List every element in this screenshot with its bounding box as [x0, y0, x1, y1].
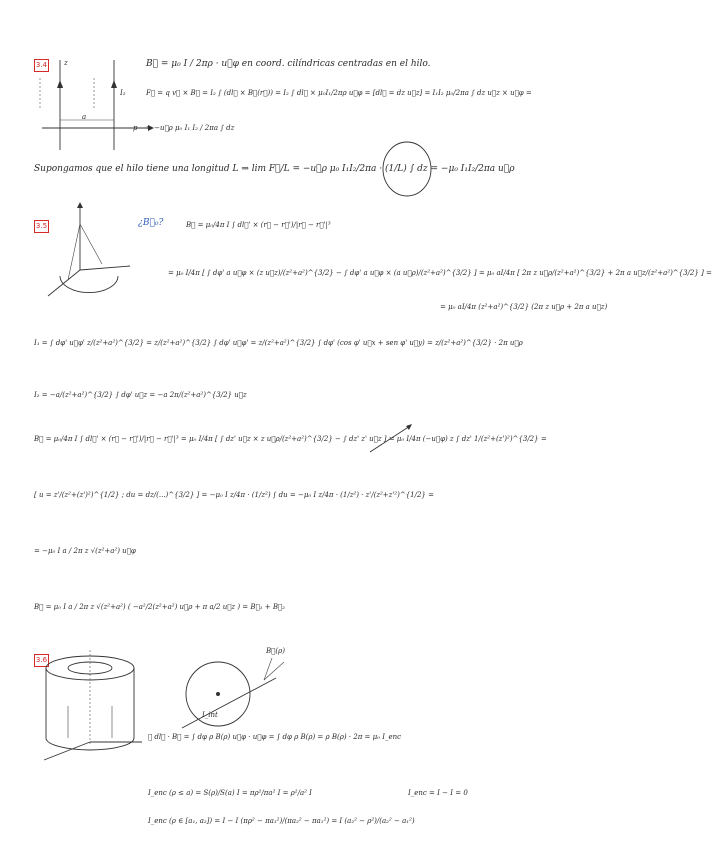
label-i1: I₁: [58, 82, 64, 90]
label-z: z: [64, 59, 68, 67]
coaxial-cylinder-diagram: [38, 646, 148, 766]
label-p: p: [133, 124, 138, 132]
wire-sketch: [360, 420, 420, 460]
eq-35-biot-savart: B⃗ = μ₀/4π I ∫ dl⃗' × (r⃗ − r⃗')/|r⃗ − r⃗'|³: [186, 221, 331, 229]
problem-tag-34: 3.4: [34, 59, 49, 72]
eq-35-substitution: = μ₀ I/4π [ ∫ dφ' a u⃗φ × (z u⃗z)/(z²+a²)^{3/2} − ∫ dφ' a u⃗φ × (a u⃗ρ)/(z²+a²)^{3/2} ] = μ₀ aI/4π [ 2π z u⃗ρ/(z²+a²)^{3/2} + 2π a u⃗z/(z²+a²)^{3/2} ] =: [168, 269, 712, 277]
ring-diagram: [40, 200, 135, 300]
eq-35-result-2: = −μ₀ I a / 2π z √(z²+a²) u⃗φ: [34, 547, 136, 555]
eq-35-substitution-2: [ u = z'/(z²+(z')²)^{1/2} ; du = dz/(...)^{3/2} ] = −μ₀ I z/4π · (1/z²) ∫ du = −μ₀ I z/4π · (1/z²) · z'/(z²+z'²)^{1/2} =: [34, 491, 434, 499]
eq-36-enc-zero: I_enc = I − I = 0: [408, 789, 468, 797]
label-i-int: I_int: [202, 711, 218, 719]
eq-35-result: = μ₀ aI/4π (z²+a²)^{3/2} (2π z u⃗ρ + 2π a u⃗z): [440, 303, 608, 311]
ampere-loop-diagram: [180, 647, 300, 730]
eq-36-enc-shell: I_enc (ρ ∈ [a₁, a₂]) = I − I (πρ² − πa₁²)/(πa₂² − πa₁²) = I (a₂² − ρ²)/(a₂² − a₁²): [148, 817, 415, 825]
eq-35-integral-1: I₁ = ∫ dφ' u⃗φ' z/(z²+a²)^{3/2} = z/(z²+a²)^{3/2} ∫ dφ' u⃗φ' = z/(z²+a²)^{3/2} ∫ dφ' (cos φ' u⃗x + sen φ' u⃗y) = z/(z²+a²)^{3/2} · 2π u⃗ρ: [34, 339, 523, 347]
problem-tag-36: 3.6: [34, 654, 49, 667]
eq-35-integral-2: I₂ = −a/(z²+a²)^{3/2} ∫ dφ' u⃗z = −a 2π/(z²+a²)^{3/2} u⃗z: [34, 391, 247, 399]
problem-tag-35: 3.5: [34, 220, 49, 233]
limit-highlight-circle: [381, 140, 433, 198]
label-b-rho: B⃗(ρ): [266, 647, 285, 655]
question-b0: ¿B⃗₀?: [138, 218, 164, 228]
eq-36-ampere: ∮ dl⃗ · B⃗ = ∫ dφ ρ B(ρ) u⃗φ · u⃗φ = ∫ dφ ρ B(ρ) = ρ B(ρ) · 2π = μ₀ I_enc: [148, 733, 402, 741]
parallel-wires-diagram: [38, 58, 158, 153]
eq-35-final: B⃗ = μ₀ I a / 2π z √(z²+a²) ( −a²/2(z²+a²) u⃗ρ + π a/2 u⃗z ) = B⃗₁ + B⃗₂: [34, 603, 285, 611]
eq-34-force-2: = −u⃗ρ μ₀ I₁ I₂ / 2πa ∫ dz: [146, 124, 235, 132]
eq-35-wire-biot: B⃗ = μ₀/4π I ∫ dl⃗' × (r⃗ − r⃗')/|r⃗ − r⃗'|³ = μ₀ I/4π [ ∫ dz' u⃗z × z u⃗ρ/(z²+a²)^{3/2} − ∫ dz' z' u⃗z ] = μ₀ I/4π (−u⃗φ) z ∫ dz' 1/(z²+(z')²)^{3/2} =: [34, 435, 547, 443]
eq-34-limit: Supongamos que el hilo tiene una longitud L ⇒ lim F⃗/L = −u⃗ρ μ₀ I₁I₂/2πa · (1/L) ∫ dz = −μ₀ I₁I₂/2πa u⃗ρ: [34, 164, 515, 174]
label-a: a: [82, 113, 87, 121]
eq-34-b-field: B⃗ = μ₀ I / 2πρ · u⃗φ en coord. cilíndricas centradas en el hilo.: [146, 59, 431, 69]
label-i2: I₂: [120, 89, 126, 97]
eq-36-enc-inner: I_enc (ρ ≤ a) = S(ρ)/S(a) I = πρ²/πa² I = ρ²/a² I: [148, 789, 312, 797]
eq-34-force: F⃗ = q v⃗ × B⃗ = I₂ ∫ (dl⃗ × B⃗(r⃗)) = I₂ ∫ dl⃗ × μ₀I₁/2πρ u⃗φ = [dl⃗ = dz u⃗z] = I₁I₂ μ₀/2πa ∫ dz u⃗z × u⃗φ =: [146, 89, 532, 97]
